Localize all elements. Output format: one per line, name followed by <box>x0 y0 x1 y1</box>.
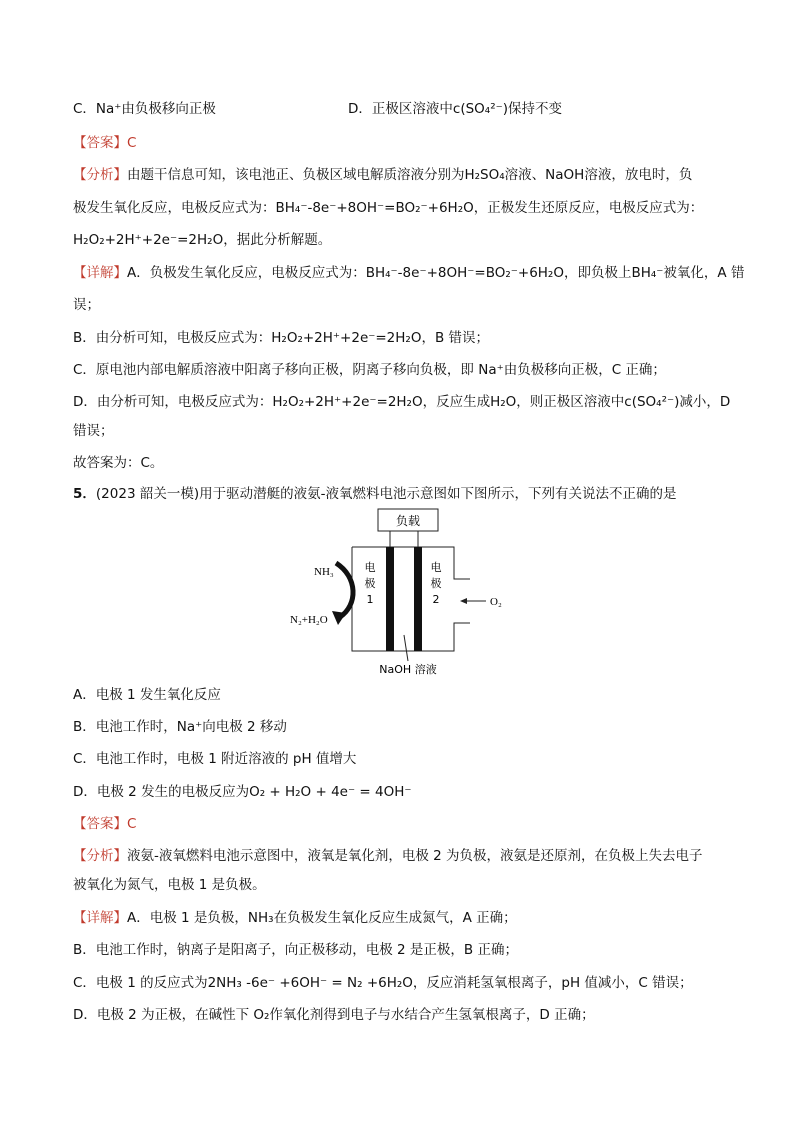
electrode-1-label-1: 电 <box>364 561 376 574</box>
answer-tag: 【答案】 <box>73 135 127 151</box>
q4-detail-line-a1 <box>73 264 744 282</box>
q4-detail-line-d2: 错误； <box>73 423 114 439</box>
q4-analysis-line-2: 极发生氧化反应，电极反应式为：BH₄⁻-8e⁻+8OH⁻=BO₂⁻+6H₂O，正极发生还原反应，电极反应式为： <box>73 200 704 216</box>
analysis-text: 由题干信息可知，该电池正、负极区域电解质溶液分别为H₂SO₄溶液、NaOH溶液，放电时，负 <box>127 167 693 183</box>
answer-value: C <box>127 816 137 832</box>
electrode-1-bar <box>386 547 394 651</box>
electrode-1-label-3: 1 <box>366 593 374 606</box>
q4-detail-line-c: C．原电池内部电解质溶液中阳离子移向正极，阴离子移向负极，即 Na⁺由负极移向正极，C 正确； <box>73 362 666 378</box>
q4-detail-line-d1: D．由分析可知，电极反应式为：H₂O₂+2H⁺+2e⁻=2H₂O，反应生成H₂O，则正极区溶液中c(SO₄²⁻)减小，D <box>73 394 731 410</box>
q5-option-c: C．电池工作时，电极 1 附近溶液的 pH 值增大 <box>73 751 357 767</box>
o2-arrow-head-icon <box>460 598 467 604</box>
question-stem: (2023 韶关一模)用于驱动潜艇的液氨-液氧燃料电池示意图如下图所示，下列有关说法不正确的是 <box>95 486 677 502</box>
o2-label: O₂ <box>490 596 502 608</box>
products-label: N₂+H₂O <box>290 614 328 626</box>
nh3-label: NH₃ <box>314 566 334 578</box>
detail-text: A．电极 1 是负极，NH₃在负极发生氧化反应生成氮气，A 正确； <box>127 910 517 926</box>
q5-detail-line-a <box>73 909 517 927</box>
detail-tag: 【详解】 <box>73 265 127 281</box>
curved-arrow-icon <box>336 563 353 617</box>
q5-analysis-line-2: 被氧化为氮气，电极 1 是负极。 <box>73 877 266 893</box>
prev-option-d: D．正极区溶液中c(SO₄²⁻)保持不变 <box>348 101 562 117</box>
answer-tag: 【答案】 <box>73 816 127 832</box>
q4-detail-line-a2: 误； <box>73 297 100 313</box>
electrode-2-label-2: 极 <box>430 577 442 590</box>
question-number: 5． <box>73 486 96 502</box>
q5-option-d: D．电极 2 发生的电极反应为O₂ + H₂O + 4e⁻ = 4OH⁻ <box>73 784 412 800</box>
electrolyte-label: NaOH 溶液 <box>379 663 437 676</box>
load-label: 负载 <box>395 514 421 528</box>
answer-value: C <box>127 135 137 151</box>
detail-tag: 【详解】 <box>73 910 127 926</box>
electrode-1-label-2: 极 <box>364 577 376 590</box>
q5-answer-line <box>73 815 136 833</box>
q4-answer-line <box>73 134 136 152</box>
electrode-2-bar <box>414 547 422 651</box>
q5-stem <box>73 485 676 503</box>
q4-conclusion: 故答案为：C。 <box>73 455 164 471</box>
q5-detail-line-b: B．电池工作时，钠离子是阳离子，向正极移动，电极 2 是正极，B 正确； <box>73 942 518 958</box>
q5-option-b: B．电池工作时，Na⁺向电极 2 移动 <box>73 719 287 735</box>
q4-analysis-line-3: H₂O₂+2H⁺+2e⁻=2H₂O，据此分析解题。 <box>73 232 332 248</box>
q4-detail-line-b: B．由分析可知，电极反应式为：H₂O₂+2H⁺+2e⁻=2H₂O，B 错误； <box>73 330 490 346</box>
analysis-text: 液氨-液氧燃料电池示意图中，液氧是氧化剂，电极 2 为负极，液氨是还原剂，在负极上失去电子 <box>127 848 703 864</box>
prev-option-c: C．Na⁺由负极移向正极 <box>73 101 216 117</box>
electrode-2-label-3: 2 <box>432 593 440 606</box>
analysis-tag: 【分析】 <box>73 167 127 183</box>
q4-analysis-line-1 <box>73 166 692 184</box>
q5-option-a: A．电极 1 发生氧化反应 <box>73 687 221 703</box>
q5-detail-line-d: D．电极 2 为正极，在碱性下 O₂作氧化剂得到电子与水结合产生氢氧根离子，D 正确； <box>73 1007 595 1023</box>
fuel-cell-diagram <box>290 505 520 677</box>
q5-detail-line-c: C．电极 1 的反应式为2NH₃ -6e⁻ +6OH⁻ = N₂ +6H₂O，反应消耗氢氧根离子，pH 值减小，C 错误； <box>73 975 693 991</box>
q5-analysis-line-1 <box>73 847 703 865</box>
electrolyte-pointer <box>404 635 408 661</box>
detail-text: A．负极发生氧化反应，电极反应式为：BH₄⁻-8e⁻+8OH⁻=BO₂⁻+6H₂O，即负极上BH₄⁻被氧化，A 错 <box>127 265 745 281</box>
curved-arrow-head-icon <box>332 611 346 625</box>
analysis-tag: 【分析】 <box>73 848 127 864</box>
electrode-2-label-1: 电 <box>430 561 442 574</box>
